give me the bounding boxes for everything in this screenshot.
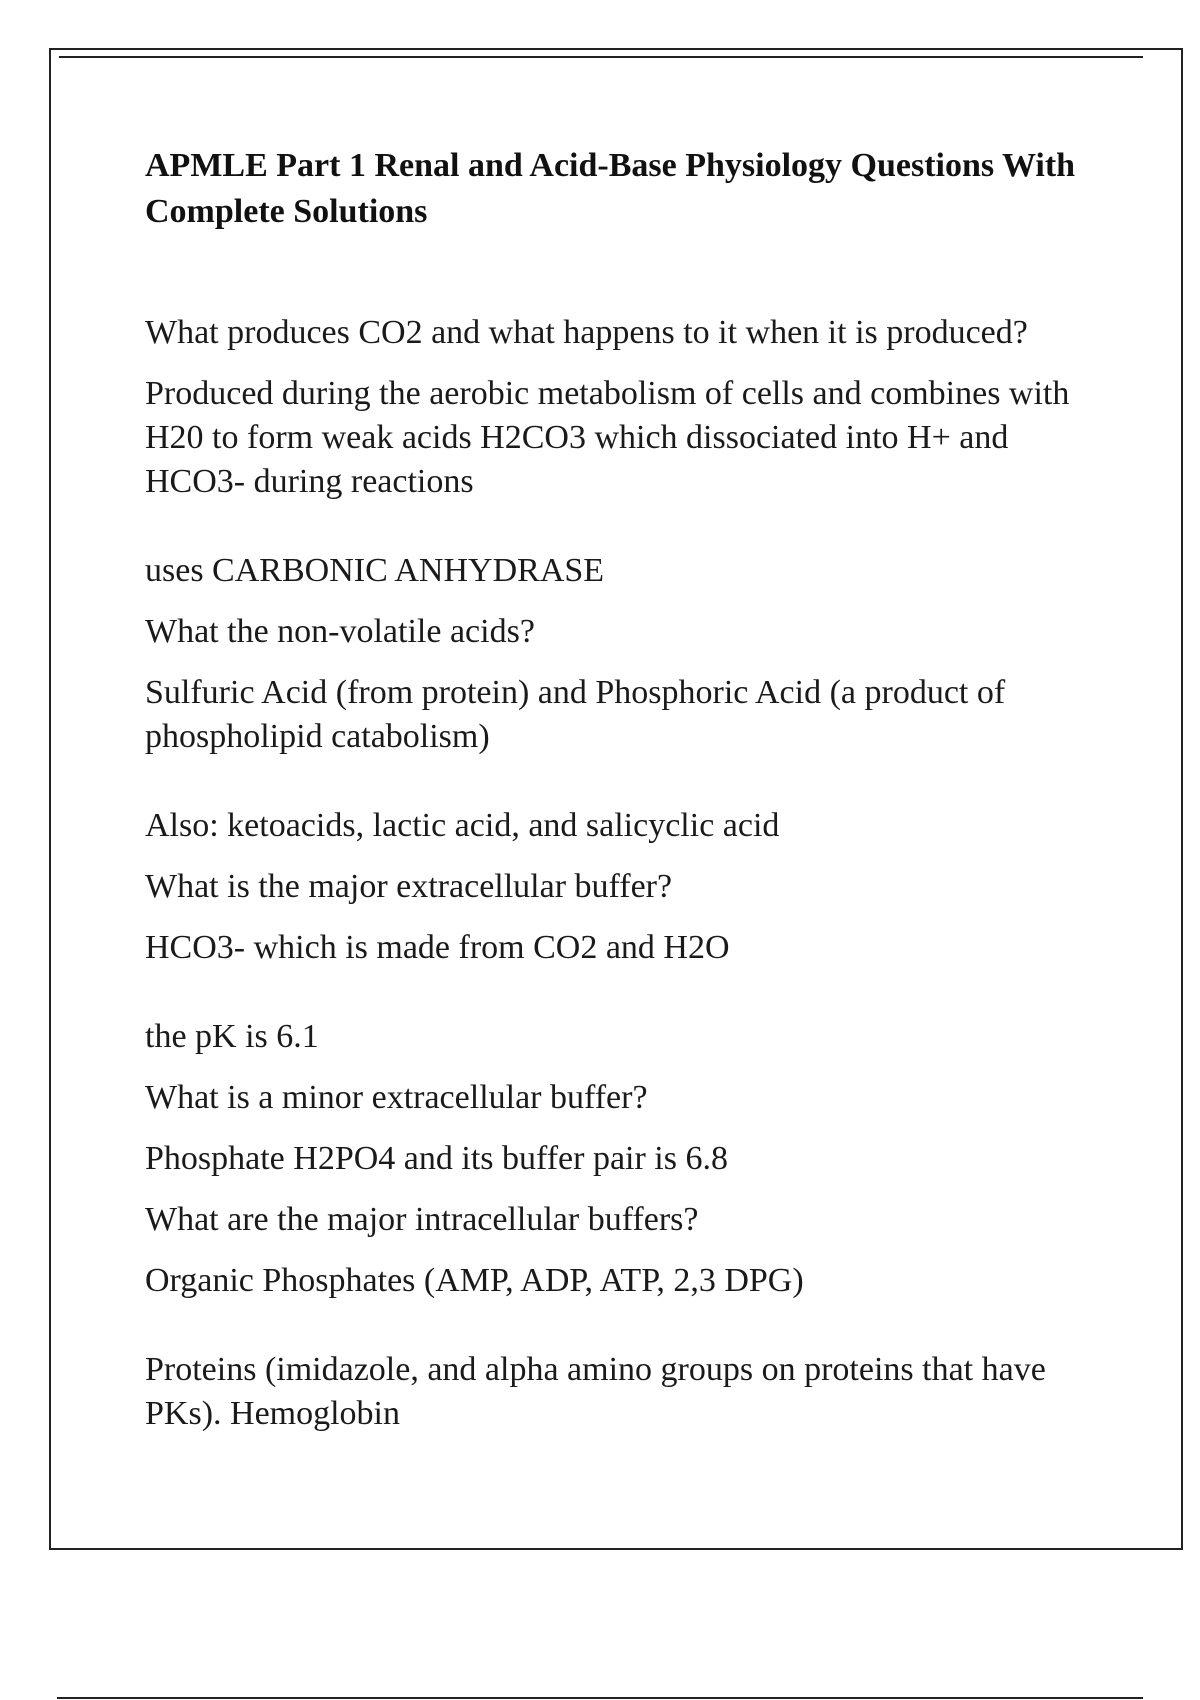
qa-list bbox=[145, 311, 1105, 1436]
document-title: APMLE Part 1 Renal and Acid-Base Physiology Questions With Complete Solutions bbox=[145, 147, 1076, 230]
answer-organic-phosphates: Organic Phosphates (AMP, ADP, ATP, 2,3 DPG) bbox=[145, 1262, 804, 1299]
frame-top-rule bbox=[59, 56, 1143, 58]
answer-other-acids: Also: ketoacids, lactic acid, and salicyclic acid bbox=[145, 807, 780, 844]
question-co2-production: What produces CO2 and what happens to it when it is produced? bbox=[145, 314, 1028, 351]
answer-non-volatile-acids: Sulfuric Acid (from protein) and Phosphoric Acid (a product of phospholipid catabolism) bbox=[145, 674, 1006, 755]
document-content bbox=[145, 143, 1105, 1436]
question-intracellular-buffers: What are the major intracellular buffers? bbox=[145, 1201, 699, 1238]
question-major-extracellular-buffer: What is the major extracellular buffer? bbox=[145, 868, 673, 905]
answer-bicarbonate-pk: the pK is 6.1 bbox=[145, 1018, 319, 1055]
answer-co2-enzyme: uses CARBONIC ANHYDRASE bbox=[145, 552, 605, 589]
answer-co2-production: Produced during the aerobic metabolism of cells and combines with H20 to form weak acids H2CO3 which dissociated into H+ and HCO3- during reactions bbox=[145, 375, 1070, 500]
question-minor-extracellular-buffer: What is a minor extracellular buffer? bbox=[145, 1079, 648, 1116]
bottom-rule bbox=[57, 1697, 1143, 1699]
answer-major-extracellular-buffer: HCO3- which is made from CO2 and H2O bbox=[145, 929, 730, 966]
question-non-volatile-acids: What the non-volatile acids? bbox=[145, 613, 535, 650]
answer-minor-extracellular-buffer: Phosphate H2PO4 and its buffer pair is 6.8 bbox=[145, 1140, 728, 1177]
answer-proteins: Proteins (imidazole, and alpha amino groups on proteins that have PKs). Hemoglobin bbox=[145, 1351, 1046, 1432]
